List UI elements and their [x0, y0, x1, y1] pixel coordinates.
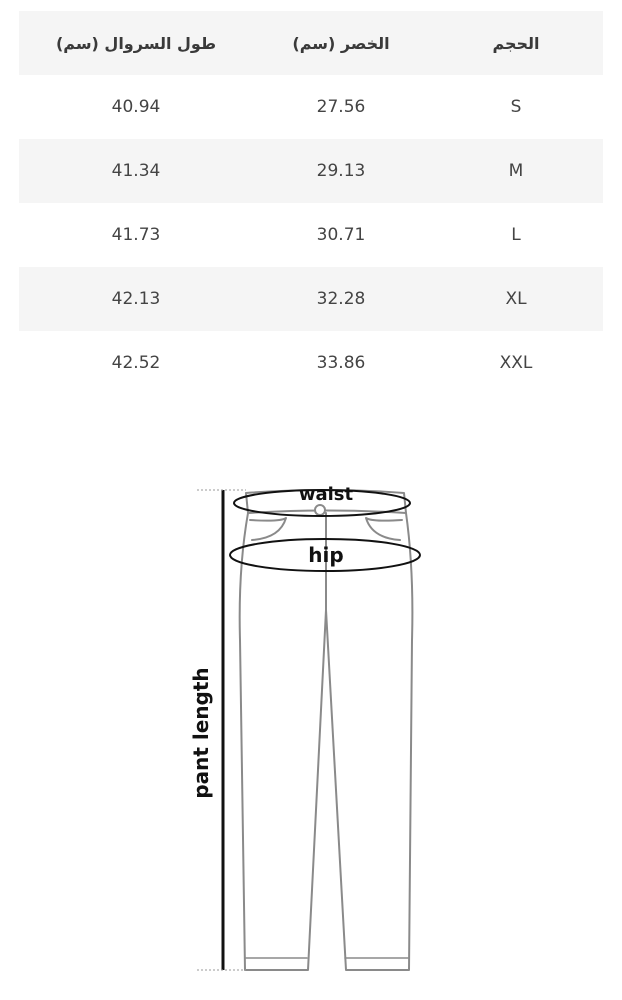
pant-length-cell: 41.34 — [111, 161, 161, 181]
waist-cell: 29.13 — [316, 161, 366, 181]
pant-length-cell: 42.52 — [111, 353, 161, 373]
table-row — [19, 139, 603, 203]
waist-label: waist — [298, 484, 354, 505]
size-chart-table — [19, 11, 603, 395]
table-row — [19, 203, 603, 267]
size-cell: M — [508, 161, 524, 181]
button-icon — [315, 505, 325, 515]
waist-cell: 30.71 — [316, 225, 366, 245]
pant-length-cell: 40.94 — [111, 97, 161, 117]
size-cell: S — [510, 97, 522, 117]
pant-length-cell: 42.13 — [111, 289, 161, 309]
waist-cell: 27.56 — [316, 97, 366, 117]
pants-measurement-diagram — [0, 470, 622, 990]
header-size: الحجم — [492, 33, 540, 53]
size-cell: L — [511, 225, 521, 245]
header-pant-length: طول السروال (سم) — [55, 33, 217, 53]
table-row — [19, 267, 603, 331]
waist-cell: 32.28 — [316, 289, 366, 309]
table-header-row — [19, 11, 603, 75]
size-cell: XXL — [499, 353, 533, 373]
pant-length-cell: 41.73 — [111, 225, 161, 245]
size-cell: XL — [505, 289, 527, 309]
hip-label: hip — [308, 543, 344, 567]
header-waist: الخصر (سم) — [292, 33, 390, 53]
table-row — [19, 75, 603, 139]
waist-cell: 33.86 — [316, 353, 366, 373]
table-row — [19, 331, 603, 395]
pant-length-label: pant length — [189, 667, 213, 799]
